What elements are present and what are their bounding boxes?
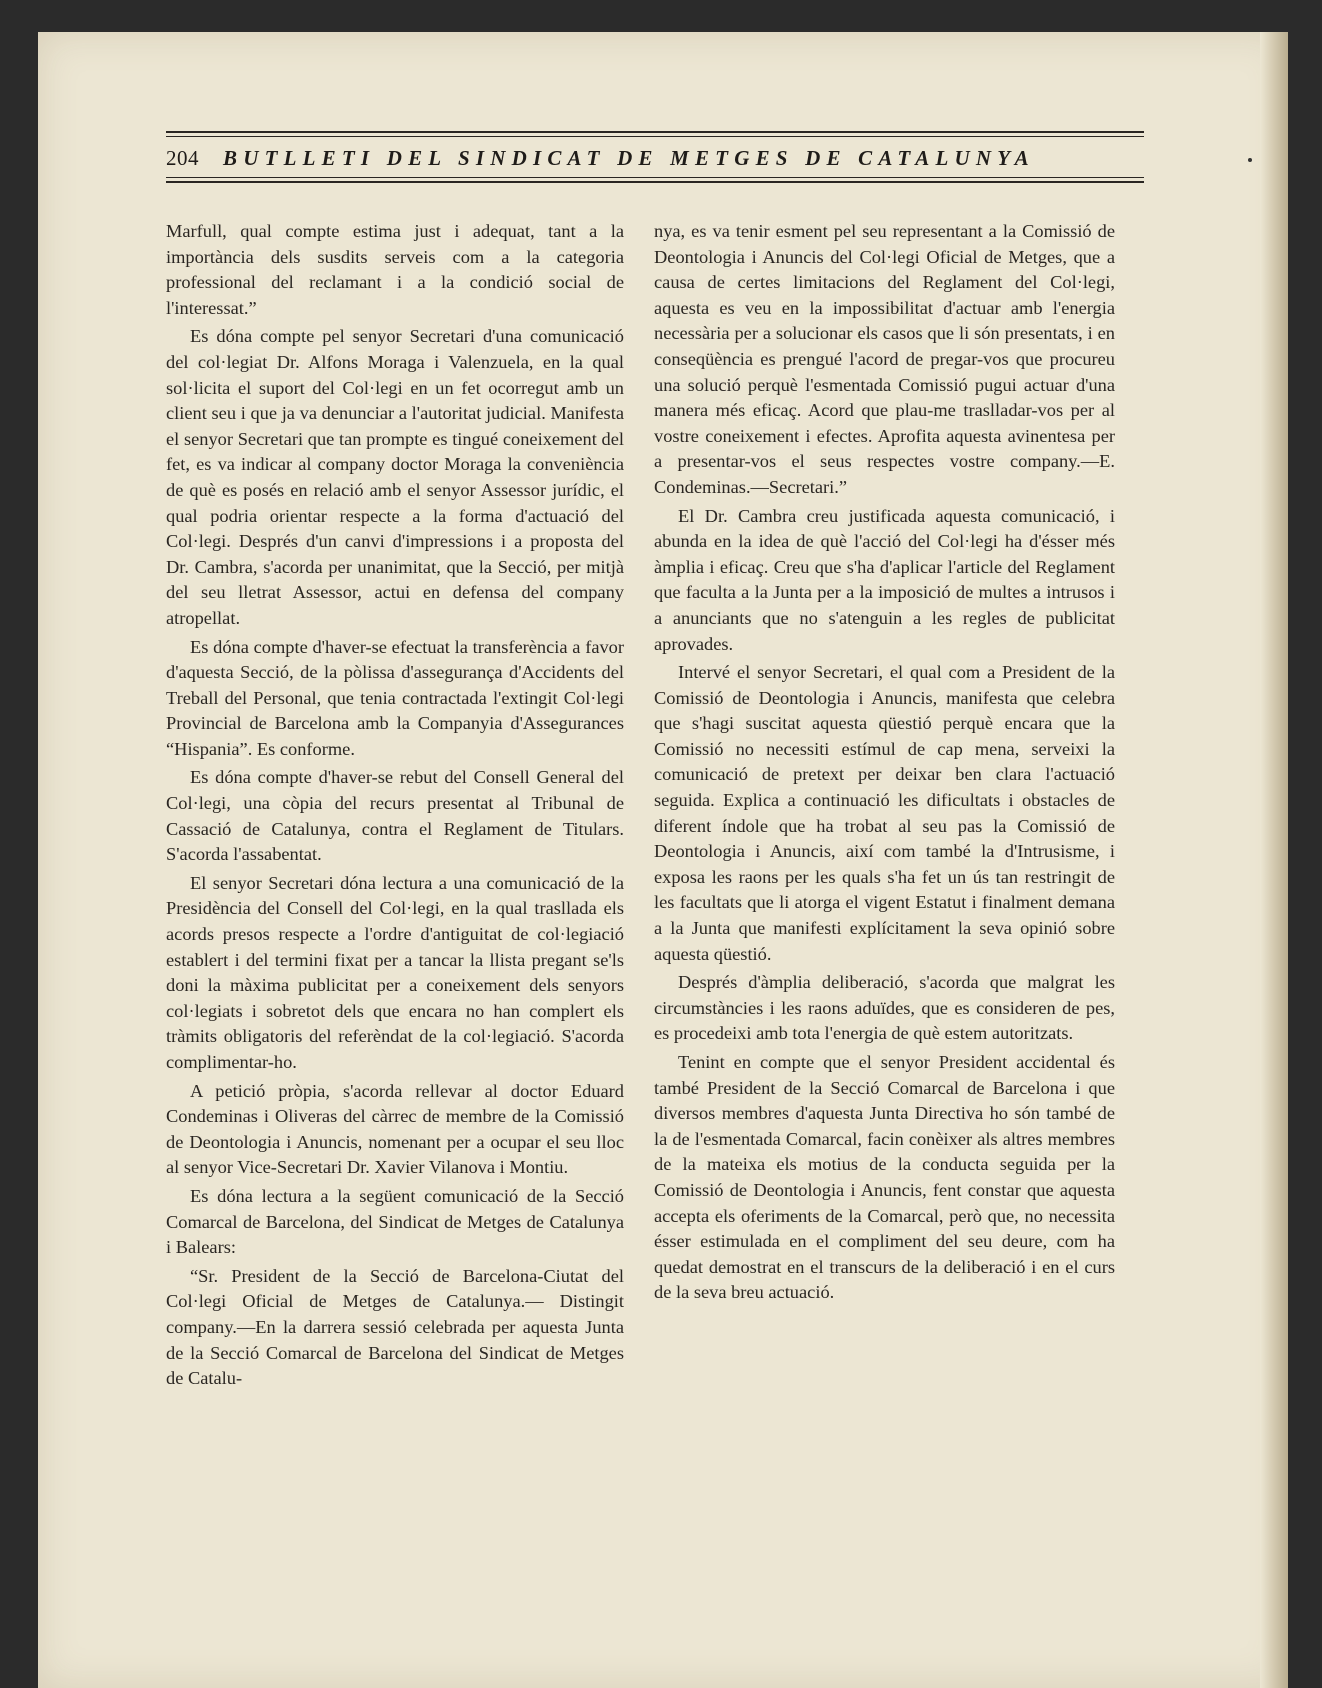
left-column <box>166 219 624 1395</box>
paragraph: Es dóna compte d'haver-se efectuat la transferència a favor d'aquesta Secció, de la pòlissa d'assegurança d'Accidents del Treball del Personal, que tenia contractada l'extingit Col·legi Provincial de Barcelona amb la Companyia d'Assegurances “Hispania”. Es conforme. <box>166 636 624 759</box>
right-column <box>654 219 1115 1309</box>
page-speck <box>1248 158 1252 162</box>
paragraph: Es dóna compte d'haver-se rebut del Consell General del Col·legi, una còpia del recurs presentat al Tribunal de Cassació de Catalunya, contra el Reglament de Titulars. S'acorda l'assabentat. <box>166 767 624 865</box>
paragraph: Marfull, qual compte estima just i adequat, tant a la importància dels susdits serveis com a la categoria professional del reclamant i a la condició social de l'interessat.” <box>166 221 624 318</box>
running-header <box>166 146 1144 171</box>
journal-title: BUTLLETI DEL SINDICAT DE METGES DE CATALUNYA <box>223 146 1035 170</box>
paragraph: Tenint en compte que el senyor President accidental és també President de la Secció Comarcal de Barcelona i que diversos membres d'aquesta Junta Directiva ho són també de la de l'esmentada Comarcal, facin conèixer als altres membres de la mateixa els motius de la conducta seguida per la Comissió de Deontologia i Anuncis, fent constar que aquesta accepta els oferiments de la Comarcal, però que, no necessita ésser estimulada en el compliment del seu deure, com ha quedat demostrat en el transcurs de la deliberació i en el curs de la seva breu actuació. <box>654 1052 1115 1303</box>
page-number: 204 <box>166 146 199 170</box>
paragraph: El Dr. Cambra creu justificada aquesta comunicació, i abunda en la idea de què l'acció del Col·legi ha d'ésser més àmplia i eficaç. Creu que s'ha d'aplicar l'article del Reglament que faculta a la Junta per a la imposició de multes a intrusos i a anunciants que no s'atenguin a les regles de publicitat aprovades. <box>654 505 1115 654</box>
paragraph: “Sr. President de la Secció de Barcelona-Ciutat del Col·legi Oficial de Metges de Catalunya.— Distingit company.—En la darrera sessió celebrada per aquesta Junta de la Secció Comarcal de Barcelona del Sindicat de Metges de Catalu- <box>166 1265 624 1389</box>
paragraph: Intervé el senyor Secretari, el qual com a President de la Comissió de Deontologia i Anuncis, manifesta que celebra que s'hagi suscitat aquesta qüestió perquè encara que la Comissió no necessiti estímul de cap mena, serveixi la comunicació de pretext per deixar ben clara l'actuació seguida. Explica a continuació les dificultats i obstacles de diferent índole que ha trobat al seu pas la Comissió de Deontologia i Anuncis, així com també la d'Intrusisme, i exposa les raons per les quals s'ha fet un ús tan restringit de les facultats que li atorga el vigent Estatut i finalment demana a la Junta que manifesti explícitament la seva opinió sobre aquesta qüestió. <box>654 662 1115 964</box>
paragraph: Després d'àmplia deliberació, s'acorda que malgrat les circumstàncies i les raons aduïdes, que es consideren de pes, es procedeixi amb tota l'energia de què estem autoritzats. <box>654 972 1115 1044</box>
book-spine <box>1260 32 1288 1688</box>
paragraph: Es dóna compte pel senyor Secretari d'una comunicació del col·legiat Dr. Alfons Moraga i Valenzuela, en la qual sol·licita el suport del Col·legi en un fet ocorregut amb un client seu i que ja va denunciar a l'autoritat judicial. Manifesta el senyor Secretari que tan prompte es tingué coneixement del fet, es va indicar al company doctor Moraga la conveniència de què es posés en relació amb el senyor Assessor jurídic, el qual podria orientar respecte a la forma d'actuació del Col·legi. Després d'un canvi d'impressions i a proposta del Dr. Cambra, s'acorda per unanimitat, que la Secció, per mitjà del seu lletrat Assessor, actui en defensa del company atropellat. <box>166 326 624 628</box>
paragraph: Es dóna lectura a la següent comunicació de la Secció Comarcal de Barcelona, del Sindicat de Metges de Catalunya i Balears: <box>166 1185 624 1258</box>
paragraph: El senyor Secretari dóna lectura a una comunicació de la Presidència del Consell del Col·legi, en la qual trasllada els acords presos respecte a l'ordre d'antiguitat de col·legiació establert i del termini fixat per a tancar la llista pregant se'ls doni la màxima publicitat per a coneixement dels senyors col·legiats i sobretot dels que encara no han complert els tràmits obligatoris del referèndat de la col·legiació. S'acorda complimentar-ho. <box>166 872 624 1072</box>
paragraph: nya, es va tenir esment pel seu representant a la Comissió de Deontologia i Anuncis del Col·legi Oficial de Metges, que a causa de certes limitacions del Reglament del Col·legi, aquesta es veu en la impossibilitat d'actuar amb l'energia necessària per a solucionar els casos que li són presentats, i en conseqüència es prengué l'acord de pregar-vos que procureu una solució perquè l'esmentada Comissió pugui actuar d'una manera més eficaç. Acord que plau-me traslladar-vos per al vostre coneixement i efectes. Aprofita aquesta avinentesa per a presentar-vos el seus respectes vostre company.—E. Condeminas.—Secretari.” <box>654 221 1115 497</box>
paragraph: A petició pròpia, s'acorda rellevar al doctor Eduard Condeminas i Oliveras del càrrec de membre de la Comissió de Deontologia i Anuncis, nomenant per a ocupar el seu lloc al senyor Vice-Secretari Dr. Xavier Vilanova i Montiu. <box>166 1080 624 1178</box>
